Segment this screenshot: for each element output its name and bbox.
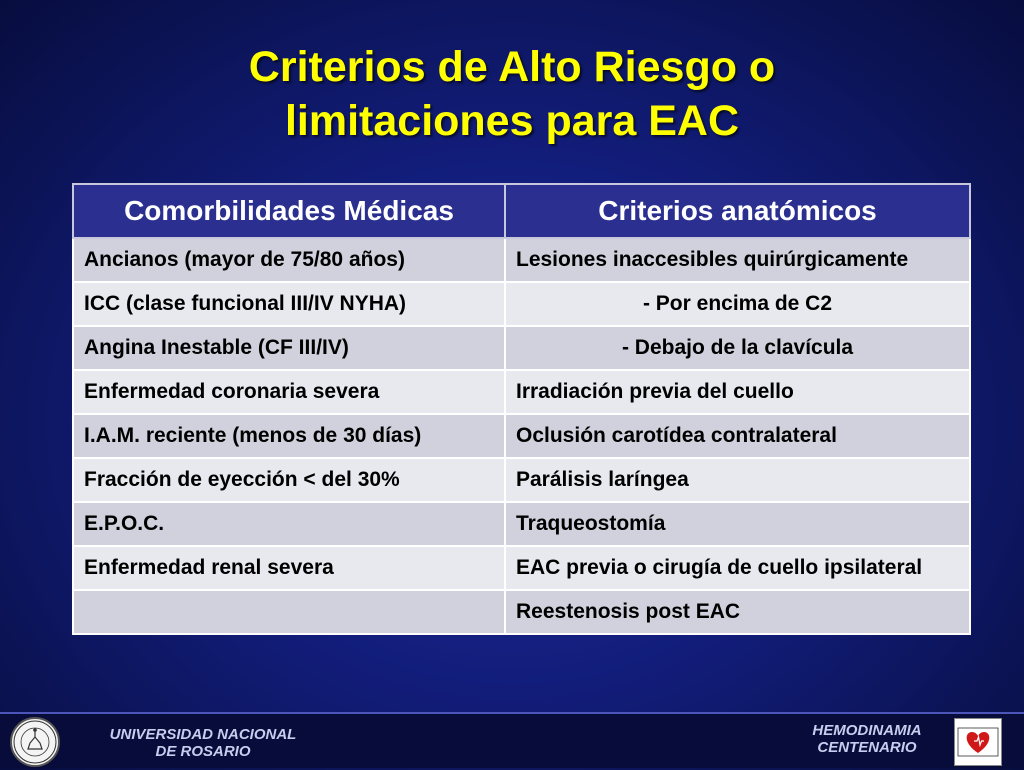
table-cell: Irradiación previa del cuello (505, 370, 970, 414)
table-cell: Ancianos (mayor de 75/80 años) (73, 238, 505, 282)
table-row (73, 546, 970, 590)
table-row (73, 502, 970, 546)
table-cell: Traqueostomía (505, 502, 970, 546)
university-name-line1: UNIVERSIDAD NACIONAL (109, 726, 297, 743)
table-cell: Lesiones inaccesibles quirúrgicamente (505, 238, 970, 282)
table-row (73, 326, 970, 370)
table-cell: - Por encima de C2 (505, 282, 970, 326)
table-cell: Angina Inestable (CF III/IV) (73, 326, 505, 370)
table-cell: I.A.M. reciente (menos de 30 días) (73, 414, 505, 458)
hemodinamia-name-line2: CENTENARIO (817, 739, 917, 756)
university-seal-icon (10, 717, 60, 767)
table-row (73, 414, 970, 458)
table-cell: - Debajo de la clavícula (505, 326, 970, 370)
table-row (73, 238, 970, 282)
table-row (73, 282, 970, 326)
hemodinamia-name (792, 722, 942, 756)
table-row (73, 370, 970, 414)
table-cell: EAC previa o cirugía de cuello ipsilateral (505, 546, 970, 590)
slide-title-line2: limitaciones para EAC (284, 97, 740, 145)
hemodinamia-name-line1: HEMODINAMIA (812, 722, 922, 739)
slide-title (0, 40, 1024, 148)
heart-logo-icon (954, 718, 1002, 766)
criteria-table (72, 183, 971, 635)
table-cell (73, 590, 505, 634)
column-header-comorbidities: Comorbilidades Médicas (73, 184, 505, 238)
table-cell: ICC (clase funcional III/IV NYHA) (73, 282, 505, 326)
table-row (73, 458, 970, 502)
university-name (92, 726, 314, 760)
table-row (73, 590, 970, 634)
footer-bar (0, 712, 1024, 768)
table-cell: Parálisis laríngea (505, 458, 970, 502)
table-cell: Fracción de eyección < del 30% (73, 458, 505, 502)
table-cell: Enfermedad renal severa (73, 546, 505, 590)
table-cell: Oclusión carotídea contralateral (505, 414, 970, 458)
table-cell: E.P.O.C. (73, 502, 505, 546)
table-cell: Enfermedad coronaria severa (73, 370, 505, 414)
table-cell: Reestenosis post EAC (505, 590, 970, 634)
table-header-row (73, 184, 970, 238)
slide-title-line1: Criterios de Alto Riesgo o (248, 43, 776, 91)
column-header-anatomic: Criterios anatómicos (505, 184, 970, 238)
footer-divider (0, 712, 1024, 714)
university-name-line2: DE ROSARIO (155, 743, 251, 760)
